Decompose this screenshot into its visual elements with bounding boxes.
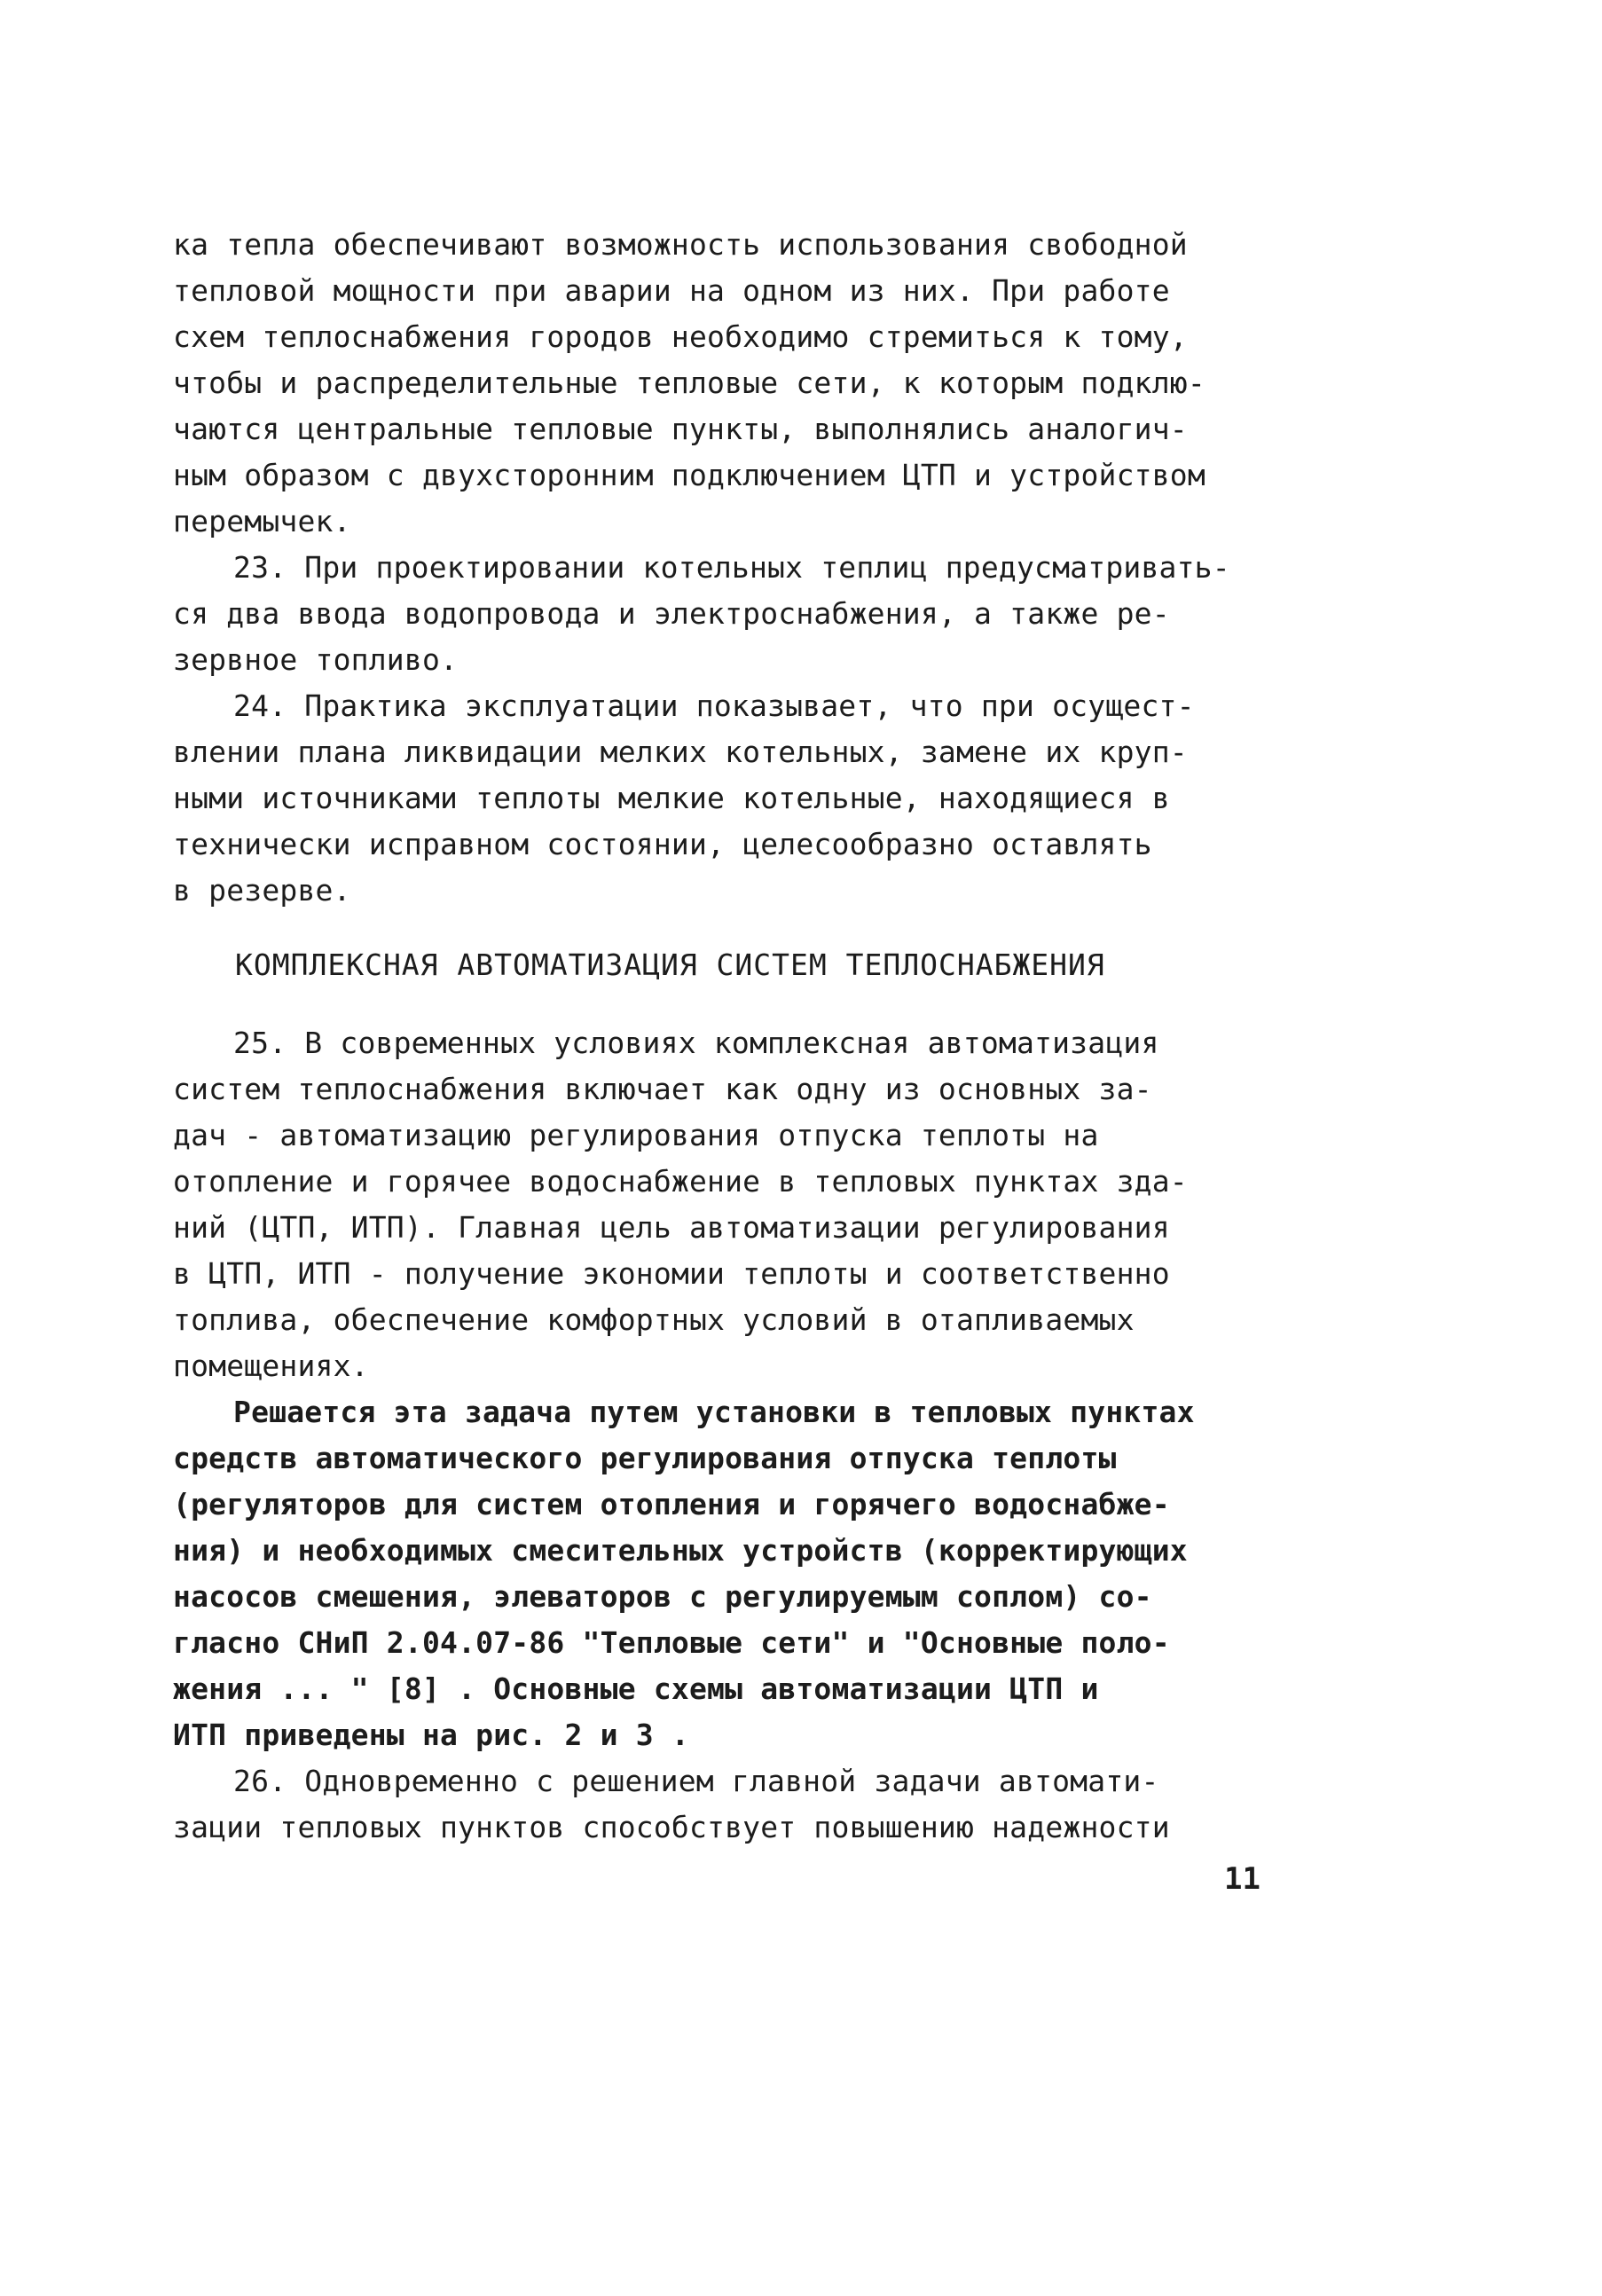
section-heading: КОМПЛЕКСНАЯ АВТОМАТИЗАЦИЯ СИСТЕМ ТЕПЛОСНАБЖЕНИЯ [235,947,1105,982]
paragraph-24 [173,683,1264,914]
text-line: схем теплоснабжения городов необходимо стремиться к тому, [173,319,1188,354]
paragraph-25-continued [173,1389,1264,1758]
text-line: Решается эта задача путем установки в тепловых пунктах [233,1395,1195,1429]
paragraph-25 [173,1020,1264,1389]
text-line: дач - автоматизацию регулирования отпуска теплоты на [173,1118,1099,1152]
text-line: в ЦТП, ИТП - получение экономии теплоты и соответственно [173,1256,1170,1291]
text-line: 23. При проектировании котельных теплиц предусматривать- [233,550,1230,585]
text-line: влении плана ликвидации мелких котельных, замене их круп- [173,735,1188,769]
paragraph-continuation [173,222,1264,545]
text-line: топлива, обеспечение комфортных условий в отапливаемых [173,1302,1135,1337]
text-line: насосов смешения, элеваторов с регулируемым соплом) со- [173,1579,1152,1614]
text-line: ния) и необходимых смесительных устройств (корректирующих [173,1533,1188,1568]
text-line: жения ... " [8] . Основные схемы автоматизации ЦТП и [173,1671,1099,1706]
text-line: гласно СНиП 2.04.07-86 "Тепловые сети" и "Основные поло- [173,1625,1170,1660]
text-line: ся два ввода водопровода и электроснабжения, а также ре- [173,596,1170,631]
text-line: 24. Практика эксплуатации показывает, что при осущест- [233,688,1195,723]
text-line: технически исправном состоянии, целесообразно оставлять [173,827,1152,861]
page-number: 11 [1224,1861,1260,1897]
text-line: ными источниками теплоты мелкие котельные, находящиеся в [173,781,1170,815]
text-line: 25. В современных условиях комплексная автоматизация [233,1026,1159,1060]
text-line: (регуляторов для систем отопления и горячего водоснабже- [173,1487,1170,1521]
text-line: ний (ЦТП, ИТП). Главная цель автоматизации регулирования [173,1210,1170,1245]
text-line: перемычек. [173,504,351,539]
paragraph-23 [173,545,1264,683]
text-line: в резерве. [173,873,351,908]
text-line: 26. Одновременно с решением главной задачи автомати- [233,1764,1159,1798]
paragraph-26 [173,1758,1264,1851]
text-line: систем теплоснабжения включает как одну из основных за- [173,1072,1152,1106]
text-line: зервное топливо. [173,642,459,677]
text-line: ка тепла обеспечивают возможность использования свободной [173,227,1188,262]
text-line: зации тепловых пунктов способствует повышению надежности [173,1810,1170,1844]
text-line: отопление и горячее водоснабжение в тепловых пунктах зда- [173,1164,1188,1199]
text-line: средств автоматического регулирования отпуска теплоты [173,1441,1117,1475]
text-line: чтобы и распределительные тепловые сети, к которым подклю- [173,366,1205,400]
text-line: чаются центральные тепловые пункты, выполнялись аналогич- [173,412,1188,446]
text-line: тепловой мощности при аварии на одном из них. При работе [173,273,1170,308]
text-line: ным образом с двухсторонним подключением ЦТП и устройством [173,458,1205,492]
text-line: ИТП приведены на рис. 2 и 3 . [173,1718,689,1752]
text-line: помещениях. [173,1349,369,1383]
